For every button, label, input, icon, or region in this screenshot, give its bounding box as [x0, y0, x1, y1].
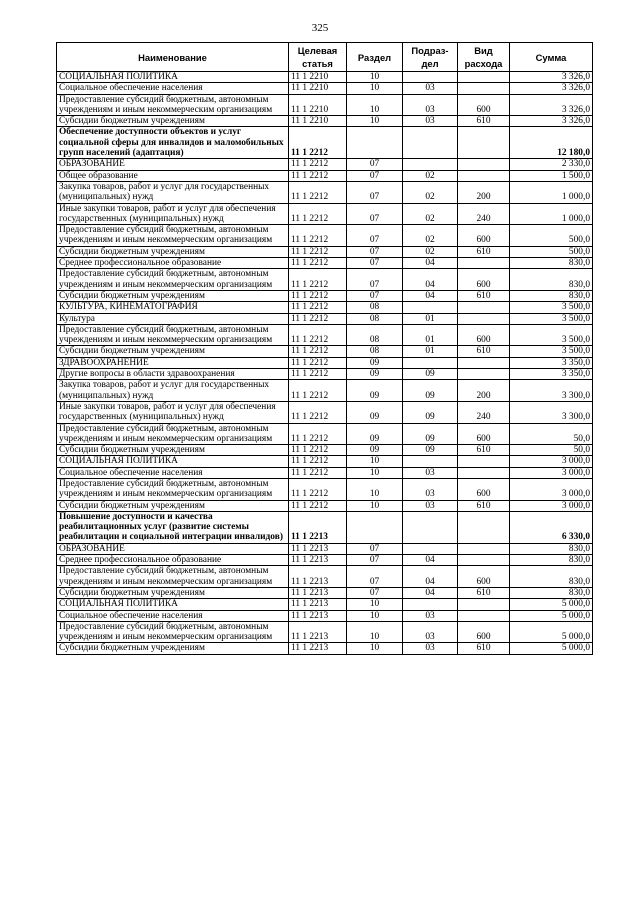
table-row	[57, 313, 593, 324]
header-section: Раздел	[347, 43, 403, 72]
cell-name: Предоставление субсидий бюджетным, автономным учреждениям и иным некоммерческим организациям	[57, 324, 289, 346]
cell-section: 10	[347, 478, 403, 500]
cell-subsection	[403, 357, 458, 368]
cell-name: Закупка товаров, работ и услуг для государственных (муниципальных) нужд	[57, 380, 289, 402]
cell-section: 09	[347, 401, 403, 423]
table-row	[57, 423, 593, 445]
cell-code: 11 1 2213	[289, 511, 347, 543]
cell-name: Субсидии бюджетным учреждениям	[57, 346, 289, 357]
cell-amount: 12 180,0	[510, 127, 593, 159]
cell-section: 10	[347, 643, 403, 654]
cell-code: 11 1 2212	[289, 225, 347, 247]
cell-expense-type: 610	[458, 346, 510, 357]
cell-name: Обеспечение доступности объектов и услуг социальной сферы для инвалидов и маломобильных групп населений (адаптация)	[57, 127, 289, 159]
cell-section: 07	[347, 258, 403, 269]
table-row	[57, 94, 593, 116]
cell-code: 11 1 2213	[289, 599, 347, 610]
cell-code: 11 1 2213	[289, 621, 347, 643]
cell-amount: 3 350,0	[510, 369, 593, 380]
cell-name: Предоставление субсидий бюджетным, автономным учреждениям и иным некоммерческим организациям	[57, 566, 289, 588]
cell-subsection: 01	[403, 346, 458, 357]
cell-subsection	[403, 543, 458, 554]
header-expense-type: Вид расхода	[458, 43, 510, 72]
cell-subsection: 02	[403, 181, 458, 203]
cell-expense-type: 610	[458, 500, 510, 511]
header-amount: Сумма	[510, 43, 593, 72]
table-row	[57, 225, 593, 247]
cell-amount: 1 000,0	[510, 181, 593, 203]
cell-amount: 3 300,0	[510, 401, 593, 423]
cell-expense-type: 200	[458, 380, 510, 402]
cell-section: 08	[347, 302, 403, 313]
cell-code: 11 1 2212	[289, 401, 347, 423]
cell-section: 10	[347, 621, 403, 643]
cell-section: 07	[347, 159, 403, 170]
cell-name: Субсидии бюджетным учреждениям	[57, 643, 289, 654]
cell-name: ЗДРАВООХРАНЕНИЕ	[57, 357, 289, 368]
cell-section: 07	[347, 170, 403, 181]
cell-amount: 5 000,0	[510, 621, 593, 643]
cell-code: 11 1 2213	[289, 587, 347, 598]
cell-code: 11 1 2212	[289, 246, 347, 257]
cell-section: 09	[347, 369, 403, 380]
cell-expense-type: 600	[458, 269, 510, 291]
cell-subsection: 03	[403, 83, 458, 94]
cell-amount: 6 330,0	[510, 511, 593, 543]
cell-expense-type	[458, 83, 510, 94]
cell-expense-type: 600	[458, 324, 510, 346]
cell-section: 07	[347, 543, 403, 554]
cell-subsection	[403, 511, 458, 543]
table-body	[57, 72, 593, 655]
header-code: Целевая статья	[289, 43, 347, 72]
cell-subsection: 04	[403, 269, 458, 291]
cell-subsection	[403, 159, 458, 170]
cell-subsection: 09	[403, 380, 458, 402]
cell-code: 11 1 2212	[289, 258, 347, 269]
cell-section	[347, 511, 403, 543]
cell-expense-type	[458, 258, 510, 269]
cell-expense-type: 240	[458, 401, 510, 423]
cell-amount: 830,0	[510, 587, 593, 598]
cell-expense-type: 600	[458, 478, 510, 500]
header-name: Наименование	[57, 43, 289, 72]
cell-section: 07	[347, 555, 403, 566]
table-row	[57, 127, 593, 159]
cell-name: Предоставление субсидий бюджетным, автономным учреждениям и иным некоммерческим организациям	[57, 478, 289, 500]
cell-name: Общее образование	[57, 170, 289, 181]
cell-section: 09	[347, 445, 403, 456]
table-row	[57, 610, 593, 621]
cell-section: 08	[347, 324, 403, 346]
cell-expense-type: 610	[458, 290, 510, 301]
cell-amount: 3 500,0	[510, 313, 593, 324]
cell-amount: 3 500,0	[510, 346, 593, 357]
cell-subsection: 04	[403, 566, 458, 588]
cell-subsection: 09	[403, 369, 458, 380]
table-row	[57, 401, 593, 423]
table-row	[57, 246, 593, 257]
cell-amount: 3 000,0	[510, 500, 593, 511]
header-subsection: Подраз-дел	[403, 43, 458, 72]
cell-expense-type	[458, 302, 510, 313]
cell-expense-type: 600	[458, 423, 510, 445]
cell-code: 11 1 2213	[289, 543, 347, 554]
cell-code: 11 1 2210	[289, 83, 347, 94]
cell-name: Социальное обеспечение населения	[57, 467, 289, 478]
cell-amount: 3 000,0	[510, 456, 593, 467]
cell-section: 10	[347, 467, 403, 478]
cell-subsection: 01	[403, 313, 458, 324]
table-row	[57, 357, 593, 368]
cell-name: Закупка товаров, работ и услуг для государственных (муниципальных) нужд	[57, 181, 289, 203]
cell-amount: 830,0	[510, 290, 593, 301]
table-row	[57, 500, 593, 511]
cell-amount: 5 000,0	[510, 643, 593, 654]
cell-section: 10	[347, 500, 403, 511]
table-row	[57, 302, 593, 313]
cell-subsection: 02	[403, 203, 458, 225]
cell-name: Культура	[57, 313, 289, 324]
cell-subsection	[403, 302, 458, 313]
cell-section: 09	[347, 357, 403, 368]
cell-expense-type: 200	[458, 181, 510, 203]
cell-subsection: 09	[403, 423, 458, 445]
cell-subsection: 09	[403, 445, 458, 456]
cell-expense-type	[458, 127, 510, 159]
cell-subsection	[403, 127, 458, 159]
cell-expense-type: 610	[458, 587, 510, 598]
cell-amount: 3 326,0	[510, 83, 593, 94]
cell-code: 11 1 2212	[289, 170, 347, 181]
cell-subsection: 04	[403, 587, 458, 598]
table-row	[57, 369, 593, 380]
cell-name: Социальное обеспечение населения	[57, 83, 289, 94]
cell-amount: 500,0	[510, 225, 593, 247]
cell-code: 11 1 2213	[289, 610, 347, 621]
cell-code: 11 1 2212	[289, 423, 347, 445]
cell-code: 11 1 2212	[289, 127, 347, 159]
cell-section: 09	[347, 423, 403, 445]
cell-section: 08	[347, 313, 403, 324]
cell-section: 07	[347, 225, 403, 247]
cell-expense-type: 600	[458, 225, 510, 247]
cell-expense-type: 610	[458, 643, 510, 654]
cell-amount: 3 000,0	[510, 467, 593, 478]
cell-code: 11 1 2212	[289, 456, 347, 467]
cell-subsection: 01	[403, 324, 458, 346]
cell-name: Среднее профессиональное образование	[57, 258, 289, 269]
cell-amount: 830,0	[510, 258, 593, 269]
cell-code: 11 1 2213	[289, 555, 347, 566]
table-row	[57, 83, 593, 94]
cell-section: 07	[347, 566, 403, 588]
cell-name: Субсидии бюджетным учреждениям	[57, 246, 289, 257]
cell-expense-type	[458, 511, 510, 543]
cell-subsection: 03	[403, 467, 458, 478]
cell-section: 10	[347, 599, 403, 610]
table-row	[57, 587, 593, 598]
cell-name: Предоставление субсидий бюджетным, автономным учреждениям и иным некоммерческим организациям	[57, 621, 289, 643]
cell-amount: 3 300,0	[510, 380, 593, 402]
cell-expense-type: 240	[458, 203, 510, 225]
cell-subsection: 02	[403, 225, 458, 247]
cell-name: Другие вопросы в области здравоохранения	[57, 369, 289, 380]
cell-expense-type	[458, 170, 510, 181]
cell-code: 11 1 2210	[289, 116, 347, 127]
cell-expense-type: 600	[458, 621, 510, 643]
cell-code: 11 1 2212	[289, 478, 347, 500]
table-row	[57, 621, 593, 643]
cell-section	[347, 127, 403, 159]
cell-amount: 3 000,0	[510, 478, 593, 500]
cell-amount: 3 350,0	[510, 357, 593, 368]
table-header-row	[57, 43, 593, 72]
cell-code: 11 1 2210	[289, 94, 347, 116]
cell-code: 11 1 2212	[289, 159, 347, 170]
cell-amount: 1 000,0	[510, 203, 593, 225]
cell-subsection: 03	[403, 500, 458, 511]
cell-code: 11 1 2212	[289, 269, 347, 291]
cell-section: 07	[347, 203, 403, 225]
cell-subsection: 03	[403, 116, 458, 127]
cell-amount: 1 500,0	[510, 170, 593, 181]
cell-expense-type	[458, 456, 510, 467]
table-row	[57, 324, 593, 346]
cell-name: Субсидии бюджетным учреждениям	[57, 445, 289, 456]
table-row	[57, 643, 593, 654]
cell-amount: 830,0	[510, 566, 593, 588]
cell-expense-type	[458, 610, 510, 621]
table-row	[57, 555, 593, 566]
cell-code: 11 1 2210	[289, 72, 347, 83]
cell-name: Предоставление субсидий бюджетным, автономным учреждениям и иным некоммерческим организациям	[57, 423, 289, 445]
cell-expense-type	[458, 467, 510, 478]
cell-code: 11 1 2212	[289, 181, 347, 203]
cell-expense-type	[458, 543, 510, 554]
cell-name: ОБРАЗОВАНИЕ	[57, 159, 289, 170]
cell-section: 07	[347, 587, 403, 598]
cell-amount: 830,0	[510, 269, 593, 291]
cell-section: 07	[347, 246, 403, 257]
cell-name: Предоставление субсидий бюджетным, автономным учреждениям и иным некоммерческим организациям	[57, 269, 289, 291]
cell-section: 07	[347, 181, 403, 203]
cell-name: Предоставление субсидий бюджетным, автономным учреждениям и иным некоммерческим организациям	[57, 225, 289, 247]
cell-name: Повышение доступности и качества реабилитационных услуг (развитие системы реабилитации и социальной интеграции инвалидов)	[57, 511, 289, 543]
cell-amount: 3 326,0	[510, 116, 593, 127]
cell-subsection: 04	[403, 258, 458, 269]
cell-subsection: 03	[403, 621, 458, 643]
cell-amount: 830,0	[510, 543, 593, 554]
table-row	[57, 203, 593, 225]
cell-expense-type	[458, 599, 510, 610]
cell-code: 11 1 2212	[289, 290, 347, 301]
cell-code: 11 1 2212	[289, 324, 347, 346]
cell-amount: 830,0	[510, 555, 593, 566]
cell-subsection: 03	[403, 478, 458, 500]
cell-section: 07	[347, 290, 403, 301]
cell-name: КУЛЬТУРА, КИНЕМАТОГРАФИЯ	[57, 302, 289, 313]
cell-subsection: 04	[403, 290, 458, 301]
cell-amount: 3 500,0	[510, 302, 593, 313]
cell-expense-type: 610	[458, 116, 510, 127]
cell-section: 10	[347, 72, 403, 83]
table-row	[57, 599, 593, 610]
cell-code: 11 1 2212	[289, 357, 347, 368]
cell-code: 11 1 2212	[289, 445, 347, 456]
table-row	[57, 543, 593, 554]
page-number: 325	[311, 22, 329, 34]
cell-section: 08	[347, 346, 403, 357]
table-row	[57, 269, 593, 291]
cell-amount: 3 326,0	[510, 72, 593, 83]
cell-amount: 5 000,0	[510, 599, 593, 610]
cell-code: 11 1 2212	[289, 346, 347, 357]
cell-section: 09	[347, 380, 403, 402]
cell-expense-type	[458, 72, 510, 83]
budget-table	[56, 42, 593, 655]
cell-subsection: 09	[403, 401, 458, 423]
cell-name: СОЦИАЛЬНАЯ ПОЛИТИКА	[57, 456, 289, 467]
cell-section: 10	[347, 456, 403, 467]
cell-name: Субсидии бюджетным учреждениям	[57, 500, 289, 511]
cell-subsection: 03	[403, 94, 458, 116]
cell-subsection	[403, 72, 458, 83]
cell-expense-type	[458, 369, 510, 380]
cell-code: 11 1 2212	[289, 500, 347, 511]
cell-name: Иные закупки товаров, работ и услуг для обеспечения государственных (муниципальных) нужд	[57, 401, 289, 423]
cell-expense-type	[458, 313, 510, 324]
cell-expense-type: 610	[458, 445, 510, 456]
cell-code: 11 1 2212	[289, 203, 347, 225]
cell-name: СОЦИАЛЬНАЯ ПОЛИТИКА	[57, 72, 289, 83]
cell-subsection: 03	[403, 610, 458, 621]
cell-name: Субсидии бюджетным учреждениям	[57, 116, 289, 127]
cell-amount: 50,0	[510, 445, 593, 456]
cell-section: 10	[347, 116, 403, 127]
cell-code: 11 1 2213	[289, 643, 347, 654]
cell-name: Среднее профессиональное образование	[57, 555, 289, 566]
cell-subsection: 02	[403, 170, 458, 181]
table-row	[57, 380, 593, 402]
cell-code: 11 1 2212	[289, 302, 347, 313]
cell-name: Иные закупки товаров, работ и услуг для обеспечения государственных (муниципальных) нужд	[57, 203, 289, 225]
table-row	[57, 72, 593, 83]
cell-name: Предоставление субсидий бюджетным, автономным учреждениям и иным некоммерческим организациям	[57, 94, 289, 116]
cell-expense-type	[458, 159, 510, 170]
table-row	[57, 467, 593, 478]
cell-code: 11 1 2213	[289, 566, 347, 588]
cell-amount: 500,0	[510, 246, 593, 257]
table-row	[57, 456, 593, 467]
cell-subsection	[403, 456, 458, 467]
cell-code: 11 1 2212	[289, 313, 347, 324]
cell-section: 10	[347, 610, 403, 621]
table-row	[57, 116, 593, 127]
cell-subsection: 03	[403, 643, 458, 654]
cell-name: Субсидии бюджетным учреждениям	[57, 587, 289, 598]
cell-section: 10	[347, 83, 403, 94]
table-row	[57, 290, 593, 301]
cell-section: 07	[347, 269, 403, 291]
cell-code: 11 1 2212	[289, 467, 347, 478]
table-row	[57, 181, 593, 203]
cell-code: 11 1 2212	[289, 380, 347, 402]
cell-name: ОБРАЗОВАНИЕ	[57, 543, 289, 554]
table-row	[57, 445, 593, 456]
cell-expense-type: 600	[458, 566, 510, 588]
cell-subsection	[403, 599, 458, 610]
table-row	[57, 258, 593, 269]
cell-name: Социальное обеспечение населения	[57, 610, 289, 621]
cell-expense-type	[458, 555, 510, 566]
cell-section: 10	[347, 94, 403, 116]
table-row	[57, 170, 593, 181]
cell-amount: 3 326,0	[510, 94, 593, 116]
cell-subsection: 04	[403, 555, 458, 566]
cell-name: СОЦИАЛЬНАЯ ПОЛИТИКА	[57, 599, 289, 610]
cell-amount: 2 330,0	[510, 159, 593, 170]
cell-amount: 3 500,0	[510, 324, 593, 346]
table-row	[57, 511, 593, 543]
cell-amount: 50,0	[510, 423, 593, 445]
cell-expense-type: 610	[458, 246, 510, 257]
table-row	[57, 566, 593, 588]
cell-subsection: 02	[403, 246, 458, 257]
table-row	[57, 346, 593, 357]
cell-amount: 5 000,0	[510, 610, 593, 621]
cell-expense-type	[458, 357, 510, 368]
table-row	[57, 159, 593, 170]
table-row	[57, 478, 593, 500]
cell-expense-type: 600	[458, 94, 510, 116]
cell-name: Субсидии бюджетным учреждениям	[57, 290, 289, 301]
cell-code: 11 1 2212	[289, 369, 347, 380]
